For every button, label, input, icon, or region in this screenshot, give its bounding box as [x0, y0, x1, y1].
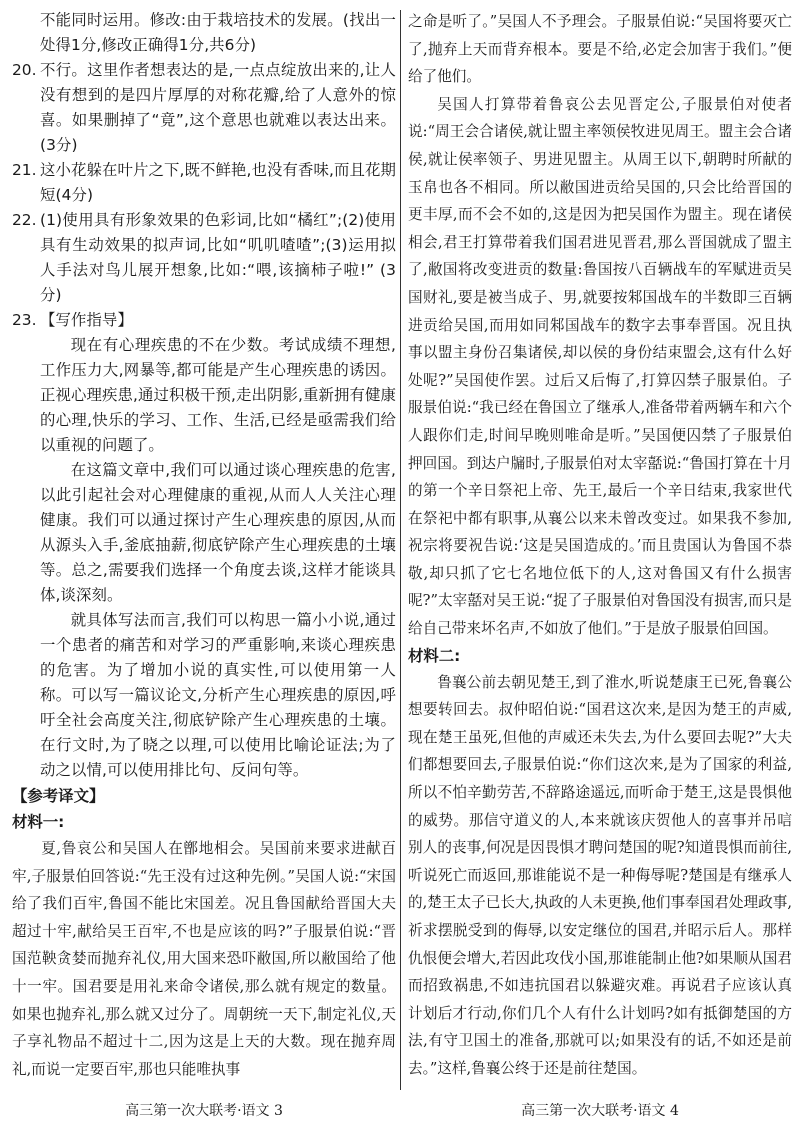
item-19-continuation: 不能同时运用。修改:由于栽培技术的发展。(找出一处得1分,修改正确得1分,共6分) [40, 11, 396, 54]
item-text: 这小花躲在叶片之下,既不鲜艳,也没有香味,而且花期短(4分) [40, 161, 396, 204]
item-number: 22. [12, 211, 37, 229]
writing-guide-para: 在这篇文章中,我们可以通过谈心理疾患的危害,以此引起社会对心理健康的重视,从而人人关注心理健康。我们可以通过探讨产生心理疾患的原因,从而从源头入手,釜底抽薪,彻底铲除产生心理疾患的土壤等。总之,需要我们选择一个角度去谈,这样才能谈具体,谈深刻。 [40, 461, 396, 604]
answer-item-23 [12, 308, 396, 333]
item-number: 23. [12, 311, 37, 329]
answer-item-20 [12, 58, 396, 158]
answer-item-21 [12, 158, 396, 208]
material-two-heading: 材料二: [408, 646, 461, 665]
material-one-continuation: 之命是听了。”吴国人不予理会。子服景伯说:“吴国将要灭亡了,抛弃上天而背弃根本。要是不给,必定会加害于我们。”便给了他们。 [408, 13, 792, 86]
page-footer-right: 高三第一次大联考·语文 4 [521, 1103, 679, 1119]
item-number: 20. [12, 61, 37, 79]
reference-translation-heading: 【参考译文】 [12, 787, 105, 805]
material-one-heading: 材料一: [12, 813, 65, 831]
material-two-text: 鲁襄公前去朝见楚王,到了淮水,听说楚康王已死,鲁襄公想要转回去。叔仲昭伯说:“国君这次来,是因为楚王的声威,现在楚王虽死,但他的声威还未失去,为什么要回去呢?”大夫们都想要回去,子服景伯说:“你们这次来,是为了国家的利益,所以不怕辛勤劳苦,不辞路途遥远,而听命于楚王,这是畏惧他的威势。那信守道义的人,本来就该庆贺他人的喜事并吊唁别人的丧事,何况是因畏惧才聘问楚国的呢?知道畏惧而前往,听说死亡而返回,那谁能说不是一种侮辱呢?楚国是有继承人的,楚王太子已长大,执政的人未更换,他们事奉国君处理政事,祈求摆脱受到的侮辱,以安定继位的国君,并昭示后人。那样仇恨便会增大,若因此攻伐小国,那谁能制止他?如果顺从国君而招致祸患,不如违抗国君以躲避灾难。再说君子应该认真计划后才行动,你们几个人有什么计划吗?如有抵御楚国的方法,有守卫国土的准备,那就可以;如果没有的话,不如还是前去。”这样,鲁襄公终于还是前往楚国。 [408, 673, 792, 1077]
writing-guide-para: 就具体写法而言,我们可以构思一篇小小说,通过一个患者的痛苦和对学习的严重影响,来谈心理疾患的危害。为了增加小说的真实性,可以使用第一人称。可以写一篇议论文,分析产生心理疾患的原因,呼吁全社会高度关注,彻底铲除产生心理疾患的土壤。在行文时,为了晓之以理,可以使用比喻论证法;为了动之以情,可以使用排比句、反问句等。 [40, 611, 396, 779]
page-footer-left: 高三第一次大联考·语文 3 [125, 1103, 283, 1119]
item-text: 不行。这里作者想表达的是,一点点绽放出来的,让人没有想到的是四片厚厚的对称花瓣,给了人意外的惊喜。如果删掉了“竟”,这个意思也就难以表达出来。(3分) [40, 61, 396, 154]
item-text: 【写作指导】 [40, 311, 133, 329]
item-number: 21. [12, 161, 37, 179]
left-column [12, 8, 396, 1083]
material-one-text: 夏,鲁哀公和吴国人在鄫地相会。吴国前来要求进献百牢,子服景伯回答说:“先王没有过这种先例。”吴国人说:“宋国给了我们百牢,鲁国不能比宋国差。况且鲁国献给晋国大夫超过十牢,献给吴王百牢,不也是应该的吗?”子服景伯说:“晋国范鞅贪婪而抛弃礼仪,用大国来恐吓敝国,所以敝国给了他十一牢。国君要是用礼来命令诸侯,那么就有规定的数量。如果也抛弃礼,那么就又过分了。周朝统一天下,制定礼仪,天子享礼物品不超过十二,因为这是上天的大数。现在抛弃周礼,而说一定要百牢,那也只能唯执事 [12, 840, 396, 1078]
column-divider [400, 10, 401, 1090]
answer-item-22 [12, 208, 396, 308]
material-one-para2: 吴国人打算带着鲁哀公去见晋定公,子服景伯对使者说:“周王会合诸侯,就让盟主率领侯牧进见周王。盟主会合诸侯,就让侯率领子、男进见盟主。从周王以下,朝聘时所献的玉帛也各不相同。所以敝国进贡给吴国的,只会比给晋国的更丰厚,而不会不如的,这是因为把吴国作为盟主。现在诸侯相会,君王打算带着我们国君进见晋君,那么晋国就成了盟主了,敝国将改变进贡的数量:鲁国按八百辆战车的军赋进贡吴国财礼,要是被当成子、男,就要按邾国战车的半数即三百辆进贡给吴国,而用如同邾国战车的数字去事奉晋国。况且执事以盟主身份召集诸侯,却以侯的身份结束盟会,这有什么好处呢?”吴国使作罢。过后又后悔了,打算囚禁子服景伯。子服景伯说:“我已经在鲁国立了继承人,准备带着两辆车和六个人跟你们走,时间早晚则唯命是听。”吴国便囚禁了子服景伯押回国。到达户牖时,子服景伯对太宰嚭说:“鲁国打算在十月的第一个辛日祭祀上帝、先王,最后一个辛日结束,我家世代在祭祀中都有职事,从襄公以来未曾改变过。如果我不参加,祝宗将要祝告说:‘这是吴国造成的。’而且贵国认为鲁国不恭敬,却只抓了它七名地位低下的人,这对鲁国又有什么损害呢?”太宰嚭对吴王说:“捉了子服景伯对鲁国没有损害,而只是给自己带来坏名声,不如放了他们。”于是放子服景伯回国。 [408, 95, 792, 638]
right-column [408, 8, 792, 1083]
item-text: (1)使用具有形象效果的色彩词,比如“橘红”;(2)使用具有生动效果的拟声词,比如“叽叽喳喳”;(3)运用拟人手法对鸟儿展开想象,比如:“喂,该摘柿子啦!” (3分) [40, 211, 396, 304]
writing-guide-para: 现在有心理疾患的不在少数。考试成绩不理想,工作压力大,网暴等,都可能是产生心理疾患的诱因。正视心理疾患,通过积极干预,走出阴影,重新拥有健康的心理,快乐的学习、工作、生活,已经是亟需我们给以重视的问题了。 [40, 336, 396, 454]
